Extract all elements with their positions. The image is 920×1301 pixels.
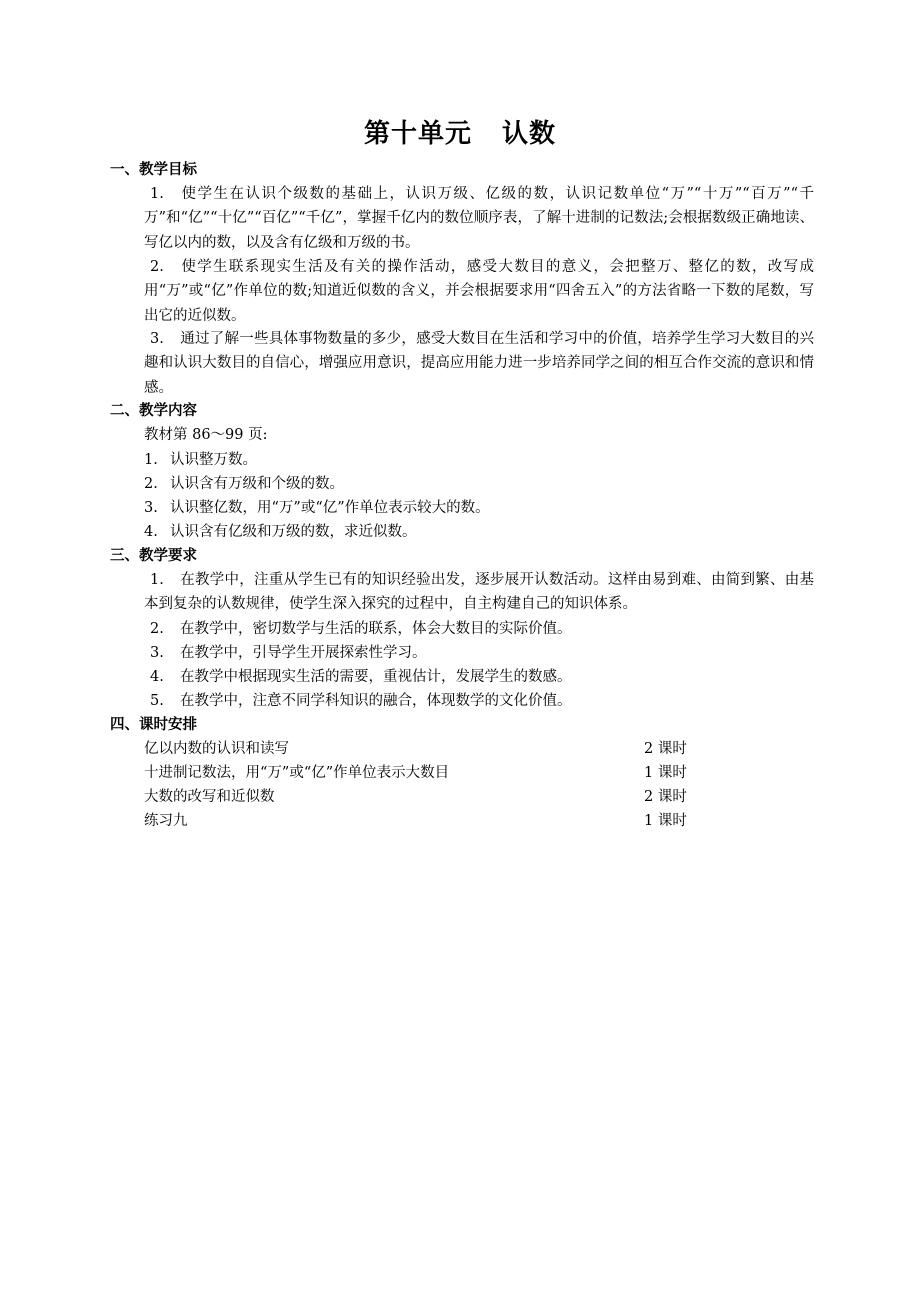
requirement-item-2-number: 2. bbox=[150, 621, 164, 637]
page-title bbox=[0, 116, 920, 152]
goal-item-3-number: 3. bbox=[150, 331, 164, 347]
schedule-row-topic: 十进制记数法，用“万”或“亿”作单位表示大数目 bbox=[144, 765, 450, 781]
section-heading-schedule: 四、课时安排 bbox=[110, 717, 197, 733]
content-item-4-text: 认识含有亿级和万级的数，求近似数。 bbox=[170, 524, 417, 540]
goal-item-3-text: 通过了解一些具体事物数量的多少，感受大数目在生活和学习中的价值，培养学生学习大数目的兴趣和认识大数目的自信心，增强应用意识，提高应用能力进一步培养同学之间的相互合作交流的意识和情感。 bbox=[144, 331, 814, 396]
section-heading-goals: 一、教学目标 bbox=[110, 162, 197, 178]
goal-item-3 bbox=[144, 327, 814, 400]
content-item-4-number: 4. bbox=[144, 524, 158, 540]
requirement-item-1 bbox=[144, 568, 814, 617]
requirement-item-5-number: 5. bbox=[150, 693, 164, 709]
content-item-3-number: 3. bbox=[144, 500, 158, 516]
goal-item-2-number: 2. bbox=[150, 259, 164, 275]
goal-item-2 bbox=[144, 255, 814, 328]
content-item-2 bbox=[144, 472, 344, 496]
requirement-item-3-number: 3. bbox=[150, 645, 164, 661]
requirement-item-4-number: 4. bbox=[150, 669, 164, 685]
section-heading-requirements: 三、教学要求 bbox=[110, 548, 197, 564]
requirement-item-1-text: 在教学中，注重从学生已有的知识经验出发，逐步展开认数活动。这样由易到难、由简到繁、由基本到复杂的认数规律，使学生深入探究的过程中，自主构建自己的知识体系。 bbox=[144, 572, 814, 613]
content-item-1 bbox=[144, 448, 257, 472]
schedule-row-hours: 1 课时 bbox=[644, 813, 687, 829]
requirement-item-5-text: 在教学中，注意不同学科知识的融合，体现数学的文化价值。 bbox=[180, 693, 572, 709]
schedule-row-topic: 亿以内数的认识和读写 bbox=[144, 741, 289, 757]
requirement-item-3-text: 在教学中，引导学生开展探索性学习。 bbox=[180, 645, 427, 661]
content-item-2-text: 认识含有万级和个级的数。 bbox=[170, 476, 344, 492]
requirement-item-2-text: 在教学中，密切数学与生活的联系，体会大数目的实际价值。 bbox=[180, 621, 572, 637]
schedule-row-topic: 大数的改写和近似数 bbox=[144, 789, 275, 805]
content-item-2-number: 2. bbox=[144, 476, 158, 492]
title-topic: 认数 bbox=[502, 119, 557, 149]
requirement-item-3 bbox=[150, 641, 427, 665]
section-heading-content: 二、教学内容 bbox=[110, 403, 197, 419]
goal-item-2-text: 使学生联系现实生活及有关的操作活动，感受大数目的意义，会把整万、整亿的数，改写成用“万”或“亿”作单位的数;知道近似数的含义，并会根据要求用“四舍五入”的方法省略一下数的尾数，写出它的近似数。 bbox=[144, 259, 814, 324]
requirement-item-1-number: 1. bbox=[150, 572, 164, 588]
goal-item-1 bbox=[144, 182, 814, 255]
requirement-item-4 bbox=[150, 665, 572, 689]
requirement-item-4-text: 在教学中根据现实生活的需要，重视估计，发展学生的数感。 bbox=[180, 669, 572, 685]
title-unit: 第十单元 bbox=[363, 119, 472, 149]
content-intro: 教材第 86～99 页: bbox=[144, 427, 268, 443]
content-item-1-text: 认识整万数。 bbox=[170, 452, 257, 468]
requirement-item-5 bbox=[150, 689, 572, 713]
content-item-1-number: 1. bbox=[144, 452, 158, 468]
schedule-row-hours: 2 课时 bbox=[644, 741, 687, 757]
goal-item-1-text: 使学生在认识个级数的基础上，认识万级、亿级的数，认识记数单位“万”“十万”“百万”“千万”和“亿”“十亿”“百亿”“千亿”，掌握千亿内的数位顺序表，了解十进制的记数法;会根据数级正确地读、写亿以内的数，以及含有亿级和万级的书。 bbox=[144, 186, 814, 251]
schedule-row-hours: 1 课时 bbox=[644, 765, 687, 781]
schedule-row-hours: 2 课时 bbox=[644, 789, 687, 805]
schedule-row-topic: 练习九 bbox=[144, 813, 188, 829]
content-item-3 bbox=[144, 496, 490, 520]
requirement-item-2 bbox=[150, 617, 572, 641]
content-item-3-text: 认识整亿数，用“万”或“亿”作单位表示较大的数。 bbox=[170, 500, 490, 516]
content-item-4 bbox=[144, 520, 417, 544]
goal-item-1-number: 1. bbox=[150, 186, 164, 202]
